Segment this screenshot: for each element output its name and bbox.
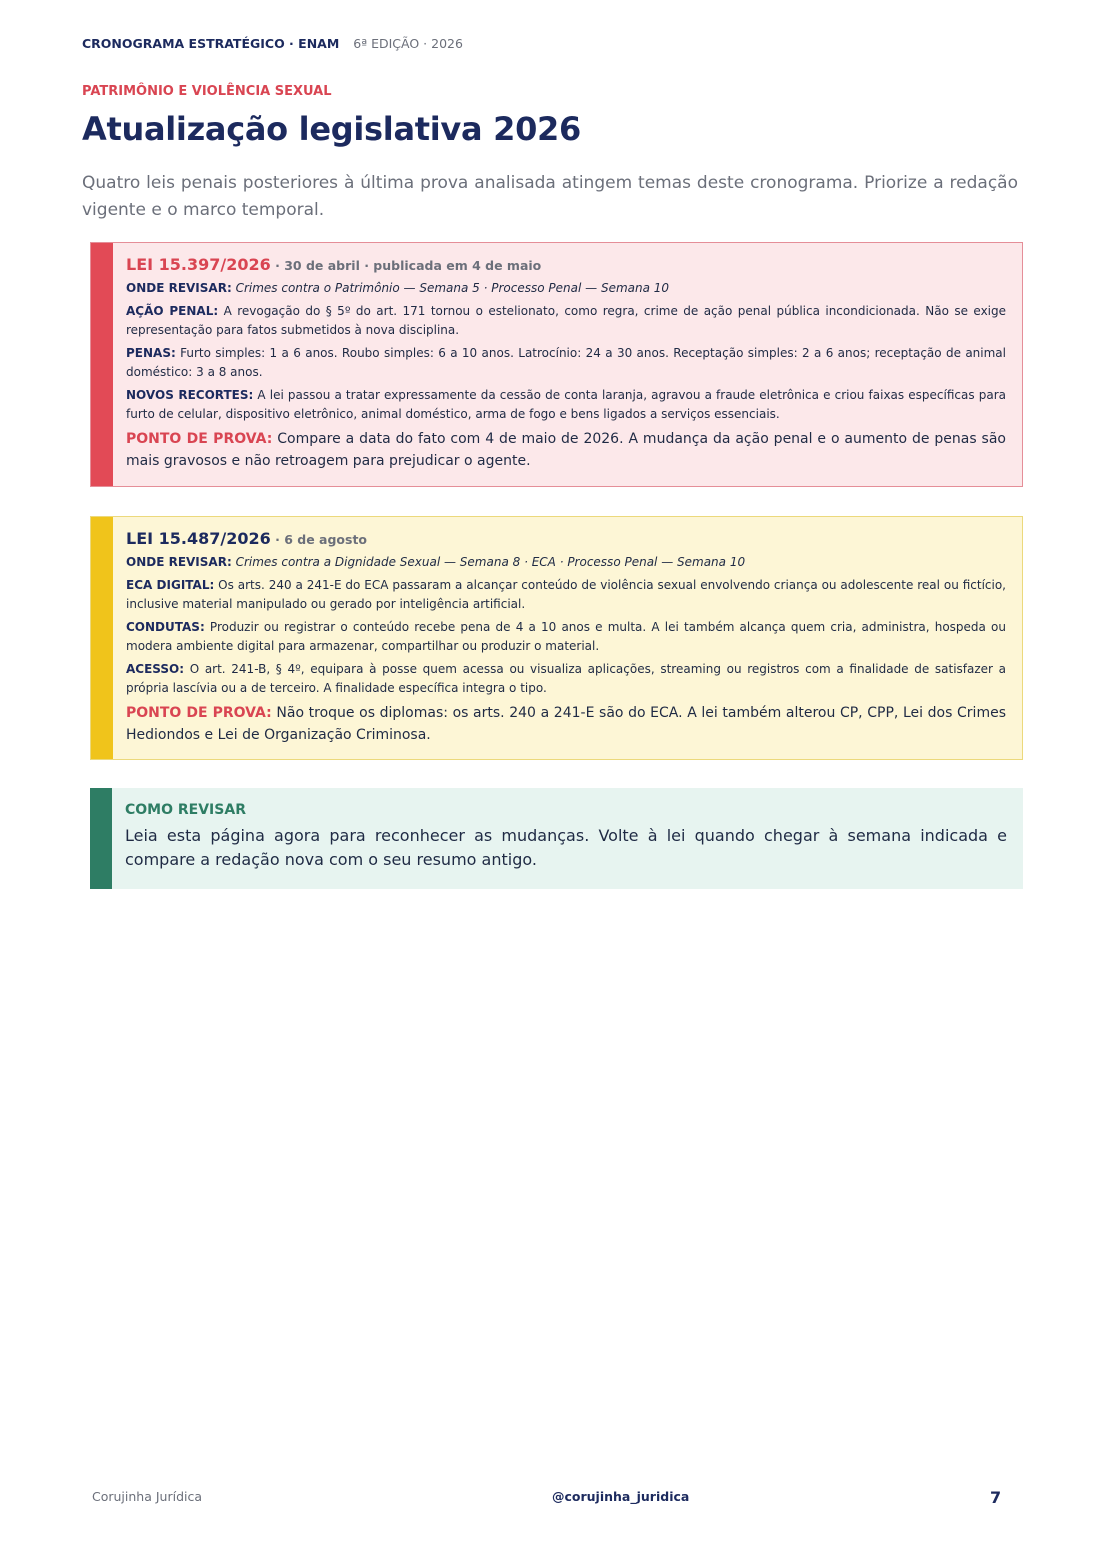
condutas-row (126, 618, 1006, 656)
accent-bar-yellow (91, 517, 113, 759)
row-text: A revogação do § 5º do art. 171 tornou o estelionato, como regra, crime de ação penal pública incondicionada. Não se exige representação para fatos submetidos à nova disciplina. (126, 304, 1006, 337)
header-edition: 6ª EDIÇÃO · 2026 (353, 36, 463, 51)
law-name: LEI 15.397/2026 (126, 255, 271, 274)
law-date: · 6 de agosto (270, 532, 368, 547)
row-text: Produzir ou registrar o conteúdo recebe pena de 4 a 10 anos e multa. A lei também alcança quem cria, administra, hospeda ou modera ambiente digital para armazenar, compartilhar ou produzir o material. (126, 620, 1006, 653)
header-brand: CRONOGRAMA ESTRATÉGICO · ENAM (82, 36, 340, 51)
footer-brand: Corujinha Jurídica (92, 1489, 203, 1504)
running-header (82, 36, 463, 51)
point-text: Não troque os diplomas: os arts. 240 a 241-E são do ECA. A lei também alterou CP, CPP, Lei dos Crimes Hediondos e Lei de Organização Criminosa. (126, 705, 1006, 743)
onde-revisar-row (126, 279, 1006, 298)
penas-row (126, 344, 1006, 382)
law-date: · 30 de abril · publicada em 4 de maio (270, 258, 542, 273)
intro-paragraph: Quatro leis penais posteriores à última prova analisada atingem temas deste cronograma. Priorize a redação vigente e o marco temporal. (82, 173, 1018, 220)
point-label: PONTO DE PROVA: (126, 431, 273, 447)
row-text: Crimes contra a Dignidade Sexual — Semana 8 · ECA · Processo Penal — Semana 10 (231, 555, 746, 569)
review-text: Leia esta página agora para reconhecer as mudanças. Volte à lei quando chegar à semana indicada e compare a redação nova com o seu resumo antigo. (125, 826, 1007, 869)
novos-recortes-row (126, 386, 1006, 424)
row-label: ECA DIGITAL: (126, 578, 215, 592)
page-title: Atualização legislativa 2026 (82, 110, 581, 148)
footer-handle: @corujinha_juridica (552, 1489, 690, 1504)
row-label: PENAS: (126, 346, 176, 360)
row-label: ONDE REVISAR: (126, 555, 232, 569)
row-text: Crimes contra o Patrimônio — Semana 5 · Processo Penal — Semana 10 (231, 281, 670, 295)
eca-digital-row (126, 576, 1006, 614)
acesso-row (126, 660, 1006, 698)
onde-revisar-row (126, 553, 1006, 572)
ponto-de-prova (126, 702, 1006, 746)
row-label: NOVOS RECORTES: (126, 388, 254, 402)
point-label: PONTO DE PROVA: (126, 705, 272, 721)
accent-bar-green (90, 788, 112, 889)
section-kicker: PATRIMÔNIO E VIOLÊNCIA SEXUAL (82, 84, 332, 99)
accent-bar-red (91, 243, 113, 486)
point-text: Compare a data do fato com 4 de maio de 2026. A mudança da ação penal e o aumento de penas são mais gravosos e não retroagem para prejudicar o agente. (126, 431, 1006, 469)
ponto-de-prova (126, 428, 1006, 472)
acao-penal-row (126, 302, 1006, 340)
law-name: LEI 15.487/2026 (126, 529, 271, 548)
row-label: ACESSO: (126, 662, 185, 676)
row-text: Furto simples: 1 a 6 anos. Roubo simples: 6 a 10 anos. Latrocínio: 24 a 30 anos. Receptação simples: 2 a 6 anos; receptação de animal doméstico: 3 a 8 anos. (126, 346, 1006, 379)
row-text: O art. 241-B, § 4º, equipara à posse quem acessa ou visualiza aplicações, streaming ou registros com a finalidade de satisfazer a própria lascívia ou a de terceiro. A finalidade específica integra o tipo. (126, 662, 1006, 695)
row-label: AÇÃO PENAL: (126, 304, 219, 318)
review-title: COMO REVISAR (125, 802, 246, 818)
row-label: CONDUTAS: (126, 620, 205, 634)
law-heading (126, 255, 1006, 274)
law-card-15397 (90, 242, 1023, 487)
law-card-15487 (90, 516, 1023, 760)
page-number: 7 (990, 1488, 1002, 1507)
row-text: Os arts. 240 a 241-E do ECA passaram a alcançar conteúdo de violência sexual envolvendo criança ou adolescente real ou fictício, inclusive material manipulado ou gerado por inteligência artificial. (126, 578, 1007, 611)
review-card (90, 788, 1023, 889)
row-label: ONDE REVISAR: (126, 281, 232, 295)
law-heading (126, 529, 1006, 548)
row-text: A lei passou a tratar expressamente da cessão de conta laranja, agravou a fraude eletrônica e criou faixas específicas para furto de celular, dispositivo eletrônico, animal doméstico, arma de fogo e bens ligados a serviços essenciais. (126, 388, 1006, 421)
